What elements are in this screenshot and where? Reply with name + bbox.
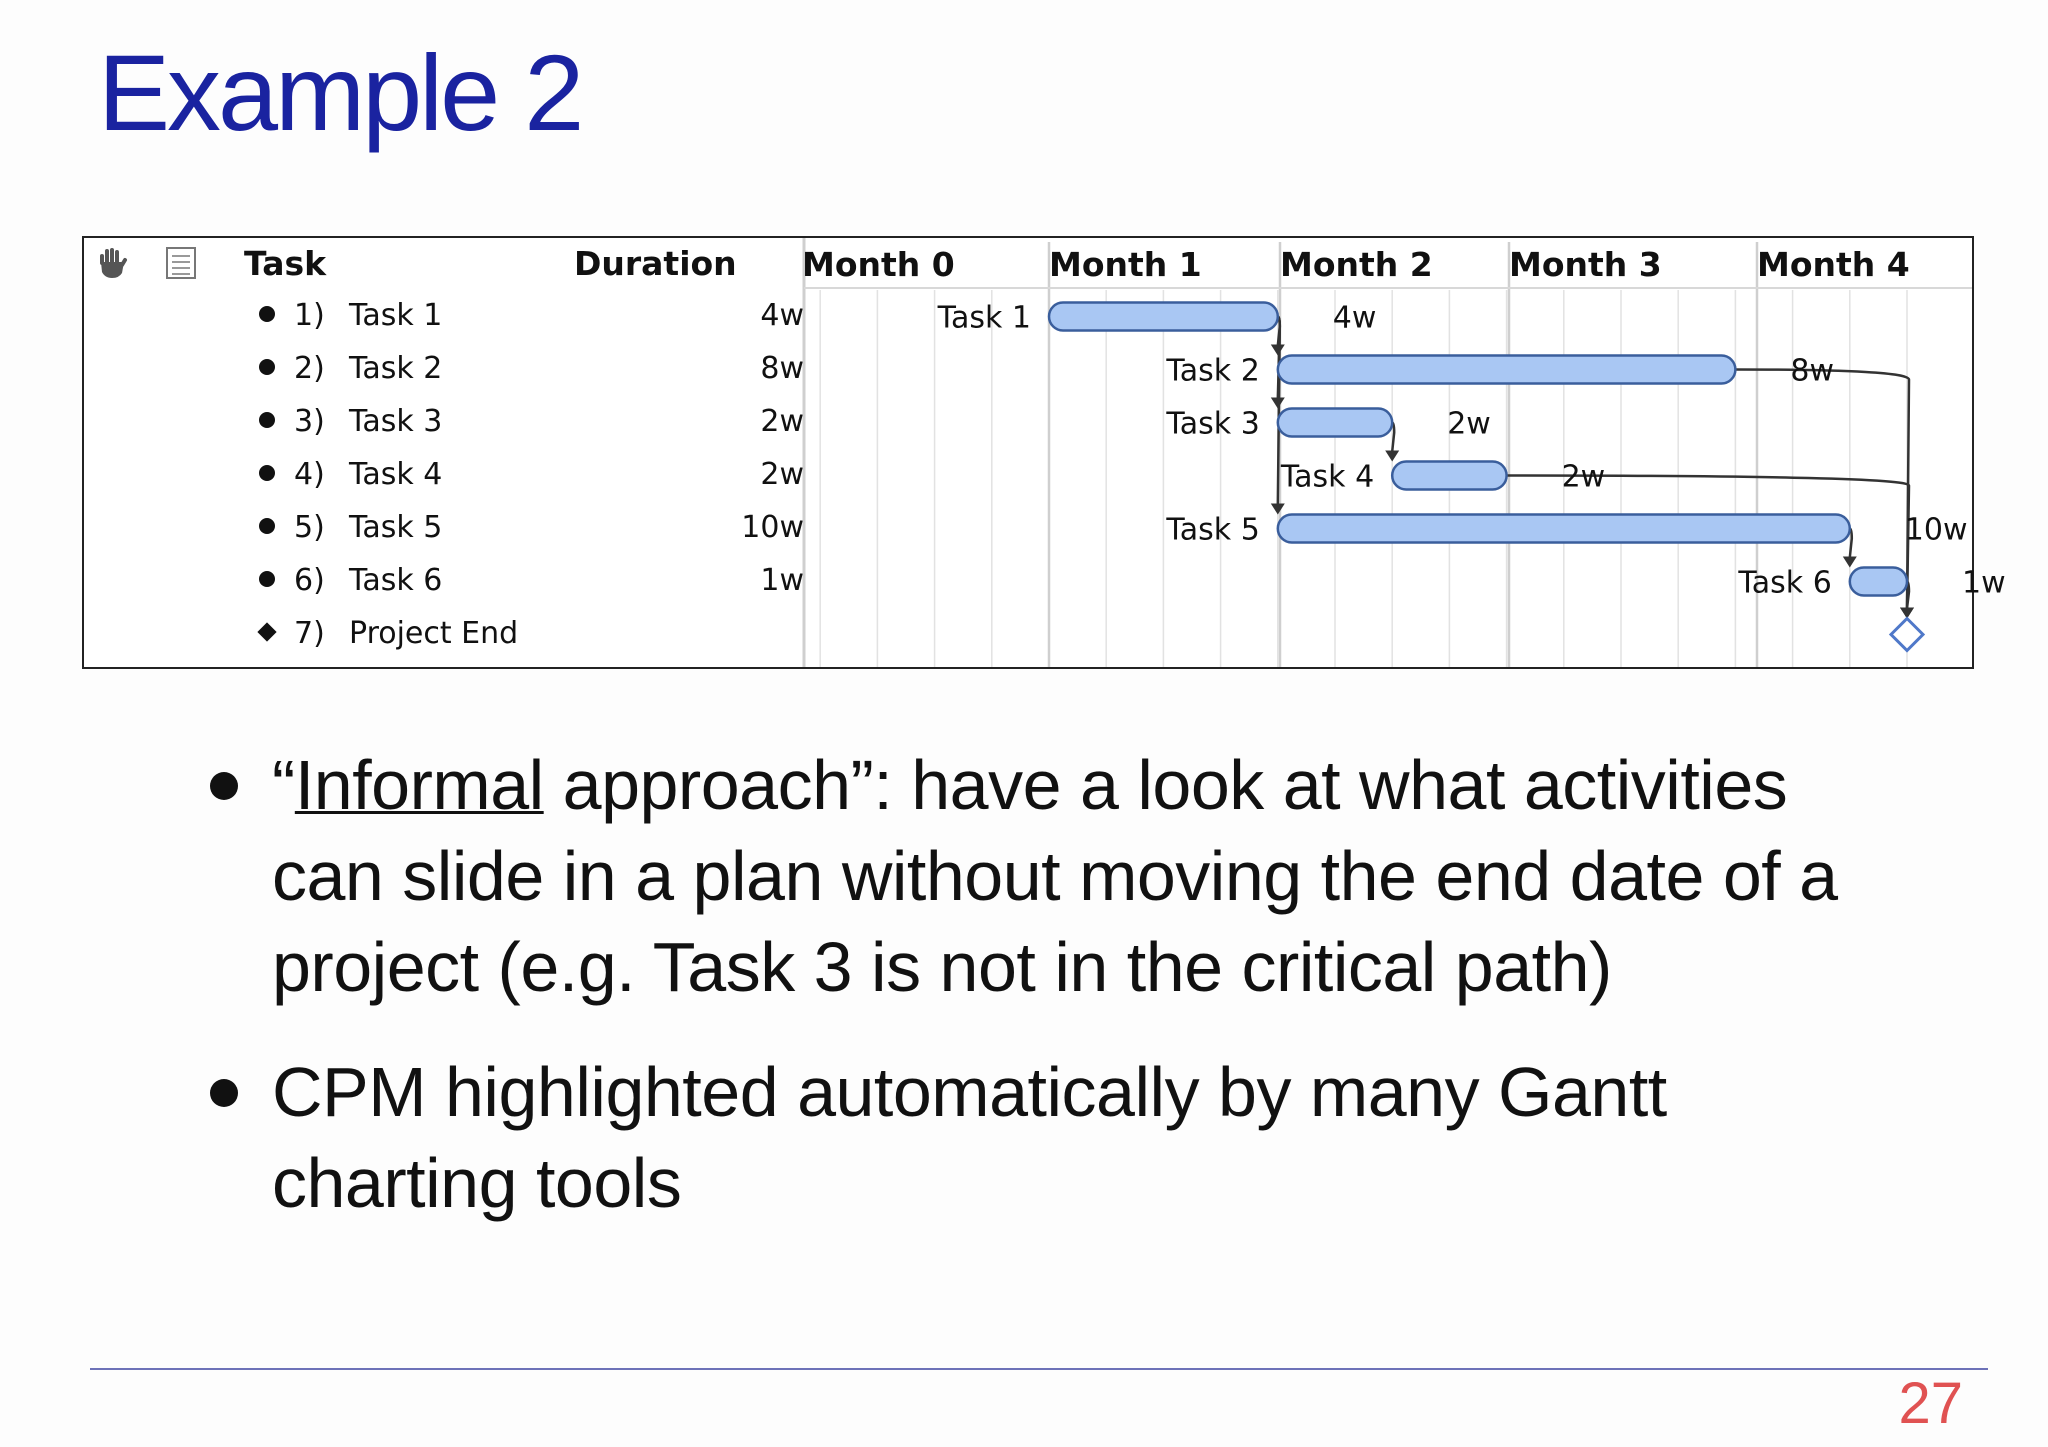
month-header[interactable]: Month 4 (1757, 245, 1910, 284)
task-name: Project End (349, 616, 519, 651)
bullet-dot-icon (210, 772, 238, 800)
slide-title: Example 2 (98, 32, 582, 153)
task-bar (1049, 303, 1278, 331)
task-bar-duration: 10w (1904, 512, 1968, 548)
task-number: 1) (294, 298, 325, 333)
task-bar-label: Task 5 (1166, 512, 1260, 548)
task-bullet-icon (259, 518, 275, 534)
task-bar-duration: 4w (1332, 300, 1377, 336)
task-bullet-icon (259, 306, 275, 322)
task-bar-label: Task 6 (1738, 565, 1832, 601)
task-bar (1850, 568, 1907, 596)
task-number: 3) (294, 404, 325, 439)
task-name: Task 5 (349, 510, 443, 545)
bullet-informal-approach (205, 740, 1855, 1013)
task-bullet-icon (259, 412, 275, 428)
month-header[interactable]: Month 2 (1280, 245, 1433, 284)
bullet-list (205, 740, 1855, 1263)
task-list (84, 290, 804, 661)
bullet-dot-icon (210, 1079, 238, 1107)
footer-divider (90, 1368, 1988, 1370)
task-bar-duration: 2w (1561, 459, 1606, 495)
bullet-cpm-tools (205, 1047, 1855, 1229)
page-number: 27 (1898, 1371, 1963, 1436)
task-duration: 10w (741, 510, 804, 545)
task-duration: 4w (760, 298, 804, 333)
task-row[interactable] (84, 290, 804, 343)
task-bullet-icon (259, 571, 275, 587)
month-header[interactable]: Month 0 (802, 245, 955, 284)
task-number: 4) (294, 457, 325, 492)
duration-column-header[interactable]: Duration (574, 244, 737, 283)
month-header[interactable]: Month 3 (1509, 245, 1662, 284)
task-duration: 2w (760, 457, 804, 492)
task-row[interactable] (84, 502, 804, 555)
task-row[interactable] (84, 396, 804, 449)
task-name: Task 4 (349, 457, 443, 492)
task-number: 2) (294, 351, 325, 386)
task-bar (1278, 409, 1392, 437)
task-column-header[interactable]: Task (244, 244, 327, 283)
task-bar-label: Task 4 (1280, 459, 1375, 495)
task-name: Task 3 (349, 404, 443, 439)
task-row[interactable] (84, 449, 804, 502)
task-bar-duration: 2w (1447, 406, 1491, 442)
task-bullet-icon (259, 359, 275, 375)
quote-open: “ (272, 746, 295, 824)
bullet-text: approach”: have a look at what activities can slide in a plan without moving the end date of a project (e.g. Task 3 is not in the critical path) (272, 746, 1838, 1006)
task-bar-label: Task 3 (1166, 406, 1260, 442)
task-row[interactable] (84, 343, 804, 396)
task-number: 6) (294, 563, 325, 598)
task-bullet-icon (259, 465, 275, 481)
task-bar-label: Task 1 (937, 300, 1031, 336)
list-view-icon[interactable] (164, 246, 198, 280)
task-duration: 2w (760, 404, 804, 439)
month-header[interactable]: Month 1 (1049, 245, 1202, 284)
task-duration: 8w (760, 351, 804, 386)
underlined-term: Informal (294, 746, 544, 824)
task-duration: 1w (760, 563, 804, 598)
gantt-chart (82, 236, 2006, 669)
task-name: Task 6 (349, 563, 443, 598)
task-bar-duration: 1w (1962, 565, 2006, 601)
task-bar-duration: 8w (1790, 353, 1835, 389)
task-bar (1278, 515, 1850, 543)
task-number: 5) (294, 510, 325, 545)
task-bar (1278, 356, 1736, 384)
task-bar-label: Task 2 (1166, 353, 1260, 389)
task-name: Task 2 (349, 351, 443, 386)
task-row[interactable] (84, 555, 804, 608)
task-number: 7) (294, 616, 325, 651)
task-bar (1392, 462, 1506, 490)
bullet-text: CPM highlighted automatically by many Gantt charting tools (272, 1053, 1667, 1222)
task-name: Task 1 (349, 298, 443, 333)
task-row[interactable] (84, 608, 804, 661)
milestone-diamond-icon (257, 622, 276, 641)
gantt-timeline (802, 238, 2006, 667)
hand-tool-icon[interactable] (96, 246, 130, 280)
